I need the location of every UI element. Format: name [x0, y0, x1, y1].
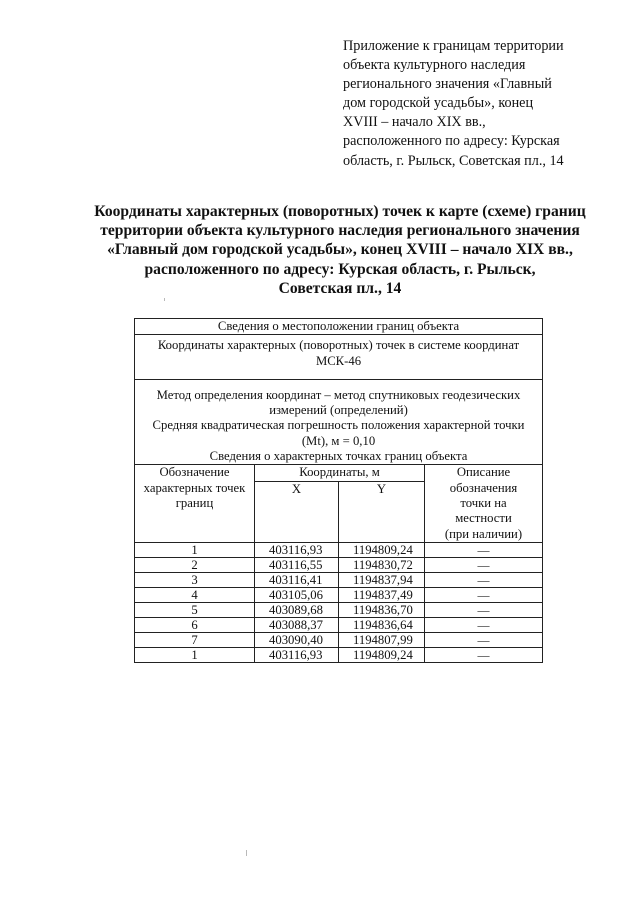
cell-description: — — [425, 557, 543, 572]
table-section-row — [135, 379, 543, 464]
method-line: Метод определения координат – метод спутниковых геодезических — [156, 387, 521, 402]
header-description-line: обозначения — [449, 480, 518, 495]
scan-speck — [246, 850, 247, 856]
cell-point: 1 — [135, 542, 255, 557]
appendix-line: объекта культурного наследия — [343, 57, 526, 74]
cell-x: 403090,40 — [255, 632, 339, 647]
header-coordinates: Координаты, м — [255, 465, 425, 481]
cell-y: 1194836,64 — [339, 617, 425, 632]
scan-speck — [164, 298, 165, 301]
title-line: расположенного по адресу: Курская область, г. Рыльск, — [144, 260, 536, 278]
cell-point: 6 — [135, 617, 255, 632]
table-row — [135, 647, 543, 662]
cell-description: — — [425, 647, 543, 662]
appendix-line: Приложение к границам территории — [343, 38, 564, 54]
cell-y: 1194837,94 — [339, 572, 425, 587]
cell-point: 4 — [135, 587, 255, 602]
cell-y: 1194830,72 — [339, 557, 425, 572]
header-description-line: Описание — [456, 465, 511, 480]
header-description-line: (при наличии) — [444, 526, 523, 541]
cell-description: — — [425, 617, 543, 632]
cell-point: 7 — [135, 632, 255, 647]
appendix-line: расположенного по адресу: Курская — [343, 133, 560, 150]
title-line: «Главный дом городской усадьбы», конец XVIII – начало XIX вв., — [107, 241, 573, 259]
header-description-line: местности — [455, 511, 512, 526]
table-row — [135, 602, 543, 617]
table-section-row — [135, 319, 543, 335]
cell-description: — — [425, 542, 543, 557]
method-line: Средняя квадратическая погрешность положения характерной точки — [152, 418, 525, 433]
header-description — [425, 465, 543, 542]
document-title — [80, 202, 600, 298]
cell-x: 403116,41 — [255, 572, 339, 587]
section-points-line: Сведения о характерных точках границ объекта — [209, 449, 468, 464]
coord-system-line: МСК-46 — [315, 353, 362, 368]
table-header-row — [135, 465, 543, 481]
header-point-line: характерных точек — [143, 480, 246, 495]
header-x: X — [255, 481, 339, 542]
header-description-line: точки на — [460, 495, 507, 510]
appendix-line: дом городской усадьбы», конец — [343, 95, 534, 112]
cell-y: 1194807,99 — [339, 632, 425, 647]
coord-system-cell — [135, 335, 543, 380]
table-row — [135, 557, 543, 572]
table-section-row — [135, 335, 543, 380]
cell-x: 403089,68 — [255, 602, 339, 617]
cell-x: 403116,93 — [255, 542, 339, 557]
cell-y: 1194837,49 — [339, 587, 425, 602]
coordinates-table — [134, 318, 543, 663]
appendix-line: регионального значения «Главный — [343, 76, 552, 93]
cell-description: — — [425, 572, 543, 587]
cell-x: 403105,06 — [255, 587, 339, 602]
cell-point: 3 — [135, 572, 255, 587]
cell-description: — — [425, 632, 543, 647]
method-line: измерений (определений) — [269, 403, 408, 418]
cell-x: 403088,37 — [255, 617, 339, 632]
coord-system-line: Координаты характерных (поворотных) точек в системе координат — [157, 338, 520, 353]
table-row — [135, 617, 543, 632]
cell-x: 403116,55 — [255, 557, 339, 572]
section-location-cell: Сведения о местоположении границ объекта — [135, 319, 543, 335]
cell-y: 1194809,24 — [339, 647, 425, 662]
header-y: Y — [339, 481, 425, 542]
table-row — [135, 572, 543, 587]
header-point-line: Обозначение — [159, 465, 230, 480]
header-point — [135, 465, 255, 542]
title-line: Советская пл., 14 — [278, 279, 402, 297]
title-line: Координаты характерных (поворотных) точек к карте (схеме) границ — [94, 203, 586, 220]
cell-description: — — [425, 587, 543, 602]
cell-y: 1194809,24 — [339, 542, 425, 557]
method-cell — [135, 379, 543, 464]
appendix-line: XVIII – начало XIX вв., — [343, 114, 486, 131]
header-point-line: границ — [175, 495, 214, 510]
cell-y: 1194836,70 — [339, 602, 425, 617]
cell-point: 1 — [135, 647, 255, 662]
table-row — [135, 587, 543, 602]
table-row — [135, 542, 543, 557]
cell-description: — — [425, 602, 543, 617]
table-row — [135, 632, 543, 647]
appendix-line: область, г. Рыльск, Советская пл., 14 — [343, 152, 564, 169]
cell-point: 2 — [135, 557, 255, 572]
method-line: (Mt), м = 0,10 — [301, 433, 376, 448]
title-line: территории объекта культурного наследия регионального значения — [100, 222, 580, 240]
appendix-note — [343, 37, 582, 171]
cell-x: 403116,93 — [255, 647, 339, 662]
cell-point: 5 — [135, 602, 255, 617]
